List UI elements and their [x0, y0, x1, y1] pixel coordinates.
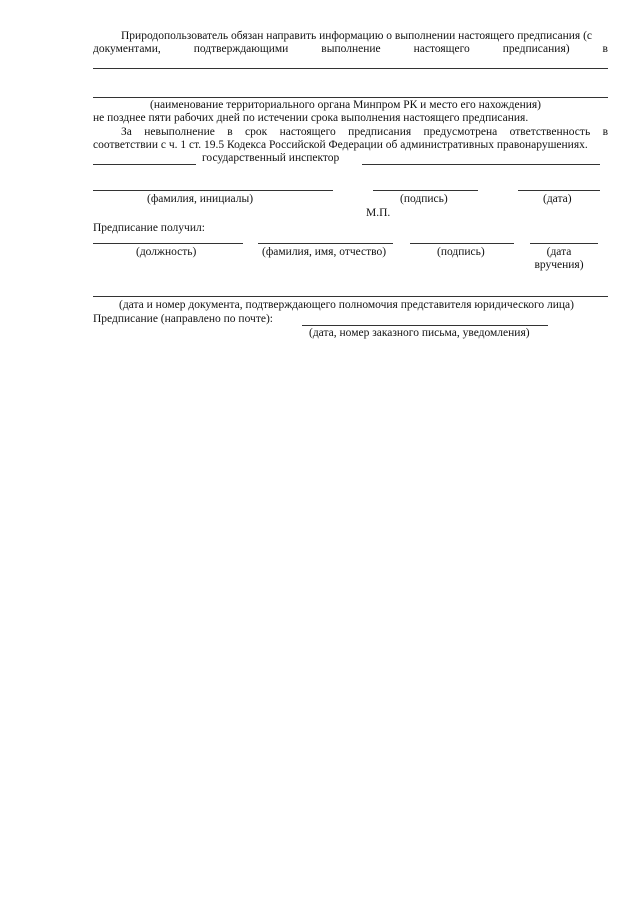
recipient-position-caption: (должность)	[136, 246, 197, 258]
liability-text-line-2: соответствии с ч. 1 ст. 19.5 Кодекса Российской Федерации об административных правонарушениях.	[93, 139, 588, 151]
inspector-label: государственный инспектор	[202, 152, 340, 164]
recipient-signature-line[interactable]	[410, 243, 514, 244]
word: настоящего	[279, 126, 336, 138]
word: документами,	[93, 43, 161, 55]
received-by-label: Предписание получил:	[93, 222, 205, 234]
mail-delivery-line[interactable]	[302, 325, 548, 326]
word: в	[602, 126, 608, 138]
inspector-date-caption: (дата)	[543, 193, 572, 205]
inspector-name-line[interactable]	[93, 190, 333, 191]
obligation-text-line-2	[93, 43, 608, 56]
stamp-placeholder: М.П.	[366, 207, 391, 219]
recipient-date-line[interactable]	[530, 243, 598, 244]
inspector-signature-caption: (подпись)	[400, 193, 448, 205]
word: в	[602, 43, 608, 55]
deadline-text: не позднее пяти рабочих дней по истечении срока выполнения настоящего предписания.	[93, 112, 529, 124]
inspector-date-line[interactable]	[518, 190, 600, 191]
territorial-body-caption: (наименование территориального органа Минпром РК и место его нахождения)	[150, 99, 541, 111]
recipient-position-line[interactable]	[93, 243, 243, 244]
authority-document-caption: (дата и номер документа, подтверждающего полномочия представителя юридического лица)	[119, 299, 574, 311]
word: выполнение	[321, 43, 381, 55]
word: невыполнение	[144, 126, 215, 138]
recipient-date-caption-2: вручения)	[534, 259, 584, 271]
word: предусмотрена	[423, 126, 498, 138]
territorial-body-line-2[interactable]	[93, 97, 608, 98]
word: в	[227, 126, 233, 138]
mail-delivery-caption: (дата, номер заказного письма, уведомления)	[309, 327, 530, 339]
mail-delivery-label: Предписание (направлено по почте):	[93, 313, 273, 325]
recipient-name-caption: (фамилия, имя, отчество)	[262, 246, 387, 258]
recipient-signature-caption: (подпись)	[437, 246, 485, 258]
inspector-name-caption: (фамилия, инициалы)	[147, 193, 254, 205]
obligation-text-line-1: Природопользователь обязан направить информацию о выполнении настоящего предписания (с	[121, 30, 593, 42]
word: срок	[245, 126, 268, 138]
word: предписания)	[502, 43, 570, 55]
word: предписания	[348, 126, 412, 138]
territorial-body-line-1[interactable]	[93, 68, 608, 69]
liability-text-line-1	[121, 126, 608, 139]
word: За	[121, 126, 132, 138]
inspector-blank-right[interactable]	[362, 164, 600, 165]
recipient-name-line[interactable]	[258, 243, 393, 244]
inspector-blank-left[interactable]	[93, 164, 196, 165]
word: настоящего	[413, 43, 470, 55]
word: подтверждающими	[193, 43, 289, 55]
recipient-date-caption-1: (дата	[546, 246, 572, 258]
word: ответственность	[509, 126, 591, 138]
inspector-signature-line[interactable]	[373, 190, 478, 191]
authority-document-line[interactable]	[93, 296, 608, 297]
